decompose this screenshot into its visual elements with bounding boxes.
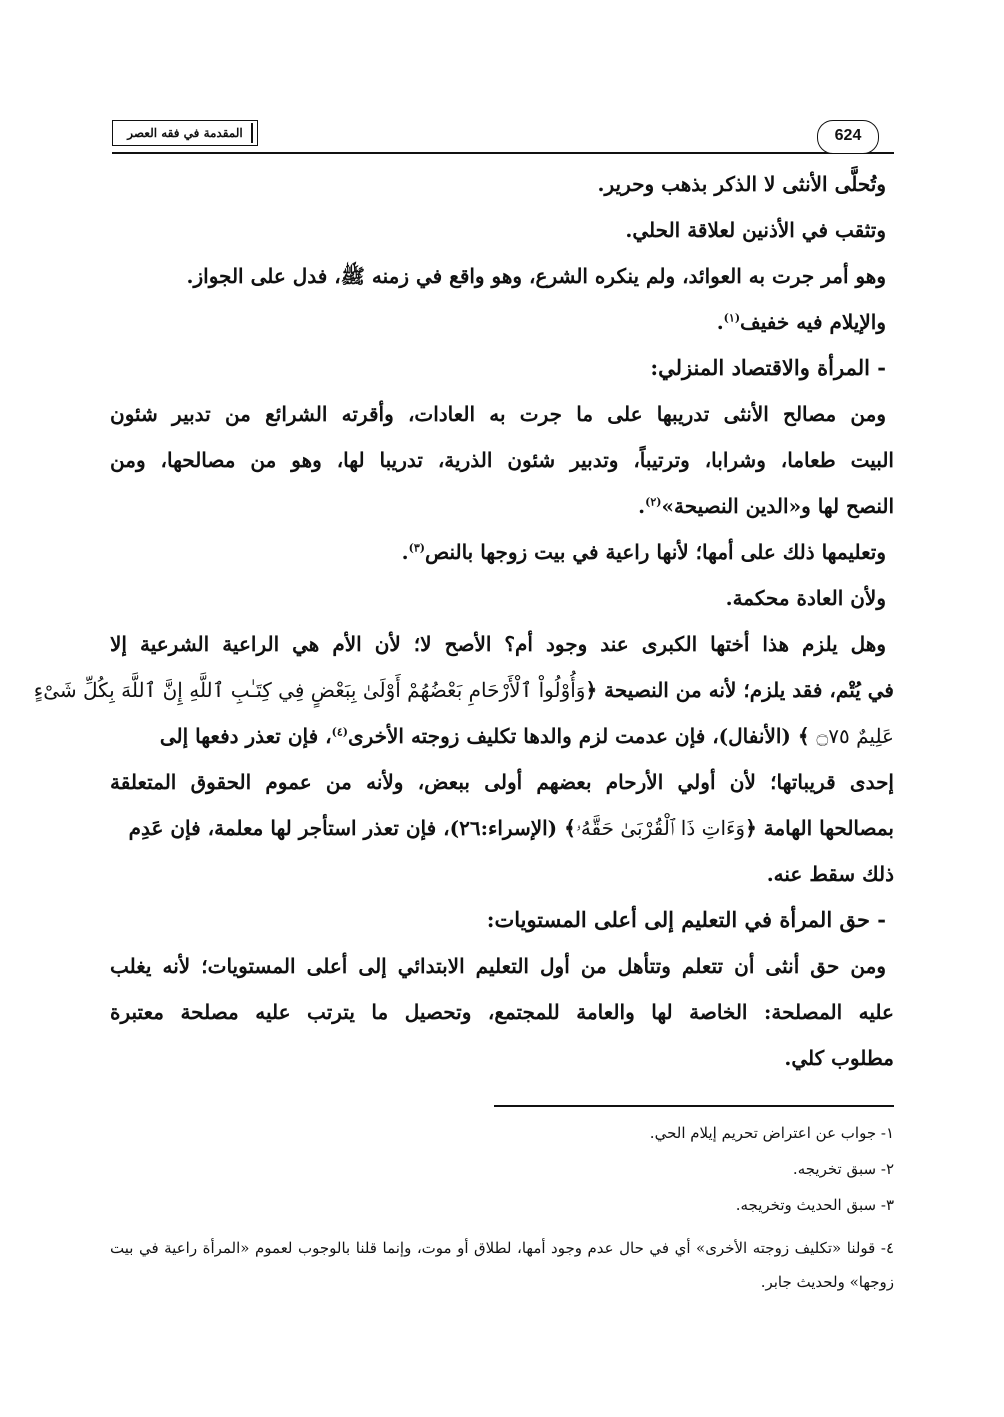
text-run: .	[638, 494, 646, 518]
text-line: ومن مصالح الأنثى تدريبها على ما جرت به العادات، وأقرته الشرائع من تدبير شئون	[110, 402, 886, 426]
footnote: ١- جواب عن اعتراض تحريم إيلام الحي.	[649, 1124, 894, 1142]
text-run: .	[401, 540, 409, 564]
text-run: وتعليمها ذلك على أمها؛ لأنها راعية في بيت زوجها بالنص	[424, 540, 886, 564]
footnote: ٢- سبق تخريجه.	[792, 1160, 894, 1178]
section-heading: - المرأة والاقتصاد المنزلي:	[650, 355, 886, 380]
text-run: في يُتْم، فقد يلزم؛ لأنه من النصيحة ﴿	[585, 678, 894, 702]
text-run: النصح لها و«الدين النصيحة»	[661, 494, 894, 518]
text-run: ﴾ (الأنفال)، فإن عدمت لزم والدها تكليف زوجته الأخرى	[347, 724, 810, 748]
footnotes	[110, 1123, 894, 1299]
footnote-ref[interactable]: (٤)	[331, 725, 348, 739]
text-line	[110, 494, 894, 540]
text-line: عليه المصلحة: الخاصة لها والعامة للمجتمع، وتحصيل ما يترتب عليه مصلحة معتبرة	[110, 1000, 894, 1024]
text-line: ومن حق أنثى أن تتعلم وتتأهل من أول التعليم الابتدائي إلى أعلى المستويات؛ لأنه يغلب	[110, 954, 886, 978]
footnote-separator	[494, 1105, 894, 1107]
book-title: المقدمة في فقه العصر	[112, 120, 258, 146]
quran-verse: وَأُوْلُواْ ٱلْأَرْحَامِ بَعْضُهُمْ أَوْلَىٰ بِبَعْضٍ فِي كِتَـٰبِ ٱللَّهِ إِنَّ ٱللَّهَ بِكُلِّ شَىْءٍ	[33, 678, 586, 702]
text-line: وهل يلزم هذا أختها الكبرى عند وجود أم؟ الأصح لا؛ لأن الأم هي الراعية الشرعية إلا	[110, 632, 886, 656]
text-line: البيت طعاما، وشرابا، وترتيباً، وتدبير شئون الذرية، تدريبا لها، وهو من مصالحها، ومن	[110, 448, 894, 472]
quran-verse: وَءَاتِ ذَا ٱلْقُرْبَىٰ حَقَّهُۥ	[575, 816, 746, 840]
main-text	[33, 172, 894, 1092]
page-number: 624	[817, 120, 879, 154]
header-rule	[112, 152, 894, 154]
footnote: ٤- قولنا «تكليف زوجته الأخرى» أي في حال عدم وجود أمها، لطلاق أو موت، وإنما قلنا بالوجوب لعموم «المرأة راعية في بيت زوجها» ولحديث جابر.	[110, 1239, 894, 1291]
text-line	[110, 724, 894, 770]
text-run: بمصالحها الهامة ﴿	[745, 816, 894, 840]
text-line	[110, 310, 894, 356]
footnote-ref[interactable]: (٢)	[645, 495, 662, 509]
text-line: ذلك سقط عنه.	[766, 862, 894, 886]
text-line: وتثقب في الأذنين لعلاقة الحلي.	[625, 218, 886, 242]
text-run: ﴾ (الإسراء:٢٦)، فإن تعذر استأجر لها معلمة، فإن عَدِم	[128, 816, 576, 840]
text-line: إحدى قريباتها؛ لأن أولي الأرحام بعضهم أولى ببعض، ولأنه من عموم الحقوق المتعلقة	[110, 770, 894, 794]
text-run: .	[716, 310, 724, 334]
text-run: ، فإن تعذر دفعها إلى	[159, 724, 332, 748]
footnote: ٣- سبق الحديث وتخريجه.	[735, 1196, 894, 1214]
text-line	[33, 678, 894, 724]
text-run: والإيلام فيه خفيف	[740, 310, 886, 334]
footnote-ref[interactable]: (١)	[723, 311, 741, 325]
text-line: ولأن العادة محكمة.	[725, 586, 886, 610]
page-header	[112, 118, 894, 154]
quran-verse: عَلِيمٌ ۝٧٥	[816, 724, 894, 748]
text-line: وتُحلَّى الأنثى لا الذكر بذهب وحرير.	[597, 172, 886, 196]
text-line	[110, 540, 894, 586]
section-heading: - حق المرأة في التعليم إلى أعلى المستويات:	[486, 907, 886, 932]
text-line: وهو أمر جرت به العوائد، ولم ينكره الشرع، وهو واقع في زمنه ﷺ، فدل على الجواز.	[186, 264, 886, 288]
footnote-ref[interactable]: (٣)	[408, 541, 425, 555]
text-line	[110, 816, 894, 862]
text-line: مطلوب كلي.	[784, 1046, 894, 1070]
